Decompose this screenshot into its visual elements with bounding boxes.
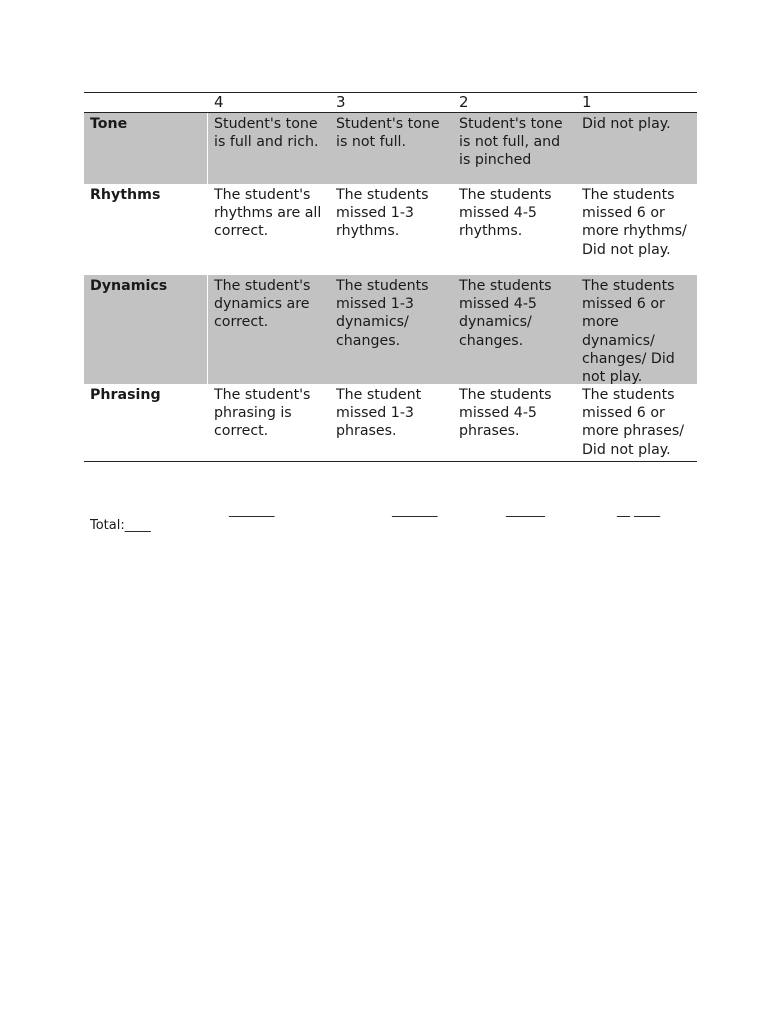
rubric-cell: The student missed 1-3 phrases. [336,387,422,440]
rubric-cell: The students missed 1-3 dynamics/ changes. [336,278,429,349]
rubric-cell: The students missed 6 or more rhythms/ Did not play. [582,187,687,258]
rubric-cell: The students missed 4-5 rhythms. [459,187,552,240]
header-score-2: 2 [459,93,469,111]
score-blank-1: __ ____ [617,503,661,518]
rubric-row-phrasing [84,384,697,462]
rubric-row-rhythms [84,184,697,275]
rubric-cell: The students missed 4-5 phrases. [459,387,552,440]
rubric-cell: The student's dynamics are correct. [207,275,330,384]
total-label: Total:____ [90,518,151,533]
criterion-label: Dynamics [90,278,168,294]
rubric-header-row [84,92,697,113]
rubric-cell: The students missed 6 or more dynamics/ changes/ Did not play. [582,278,675,386]
header-criterion-cell [84,93,207,112]
score-blank-4: _______ [229,503,275,518]
rubric-cell: The students missed 1-3 rhythms. [336,187,429,240]
header-score-1: 1 [582,93,592,111]
rubric-cell: The student's phrasing is correct. [207,384,330,461]
rubric-row-dynamics [84,275,697,384]
rubric-cell: The students missed 6 or more phrases/ Did not play. [582,387,685,458]
rubric-table [84,92,697,462]
rubric-row-tone [84,113,697,184]
header-score-4: 4 [207,93,330,112]
header-score-3: 3 [336,93,346,111]
rubric-cell: Student's tone is not full. [336,116,440,151]
rubric-cell: The students missed 4-5 dynamics/ changes. [459,278,552,349]
rubric-cell: Did not play. [582,116,671,132]
criterion-label: Phrasing [90,387,161,403]
rubric-cell: Student's tone is full and rich. [207,113,330,184]
score-blank-2: ______ [506,503,545,518]
rubric-cell: Student's tone is not full, and is pinched [459,116,563,169]
criterion-label: Tone [90,116,128,132]
score-blank-3: _______ [392,503,438,518]
rubric-cell: The student's rhythms are all correct. [207,184,330,275]
criterion-label: Rhythms [90,187,161,203]
